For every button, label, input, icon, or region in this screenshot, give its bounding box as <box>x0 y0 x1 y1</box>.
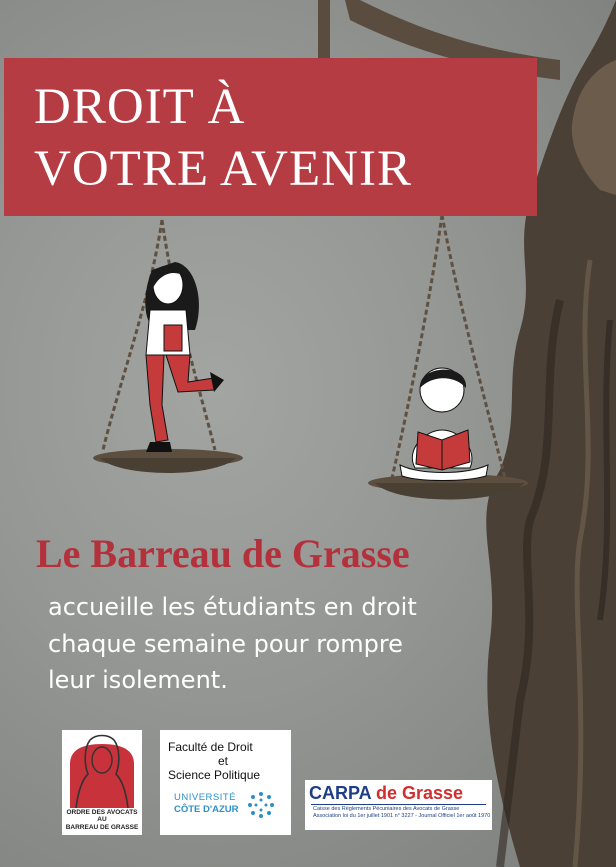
carpa-de-grasse: de Grasse <box>371 783 464 803</box>
ordre-emblem-icon <box>62 730 142 810</box>
body-line-1: accueille les étudiants en droit <box>48 593 417 621</box>
carpa-logo <box>305 780 492 830</box>
ordre-caption <box>62 809 142 832</box>
cote-azur-label: CÔTE D'AZUR <box>174 804 239 815</box>
carpa-brand: CARPA <box>309 783 371 803</box>
title-banner <box>4 58 537 216</box>
carpa-title <box>309 783 463 804</box>
carpa-divider <box>311 804 486 805</box>
girl-figure <box>145 262 224 452</box>
title-line-2: VOTRE AVENIR <box>34 141 412 197</box>
carpa-subtitle <box>313 806 490 820</box>
faculte-line-3: Science Politique <box>168 768 261 782</box>
body-line-3: leur isolement. <box>48 666 228 694</box>
carpa-sub-line-2: Association loi du 1er juillet 1901 n° 3227 - Journal Officiel 1er août 1970 <box>313 813 491 819</box>
carpa-sub-line-1: Caisse des Règlements Pécuniaires des Avocats de Grasse <box>313 806 460 812</box>
faculte-line-2: et <box>218 754 229 768</box>
universite-label: UNIVERSITÉ <box>174 792 237 803</box>
ordre-line-1: ORDRE DES AVOCATS AU <box>66 808 138 823</box>
headline: Le Barreau de Grasse <box>36 531 410 576</box>
title-line-1: DROIT À <box>34 79 246 135</box>
faculte-logo <box>160 730 291 835</box>
ordre-line-2: BARREAU DE GRASSE <box>65 823 139 831</box>
faculte-line-1: Faculté de Droit <box>168 740 253 754</box>
universite-dots-icon <box>246 790 276 820</box>
ordre-avocats-logo <box>62 730 142 835</box>
body-line-2: chaque semaine pour rompre <box>48 630 403 658</box>
